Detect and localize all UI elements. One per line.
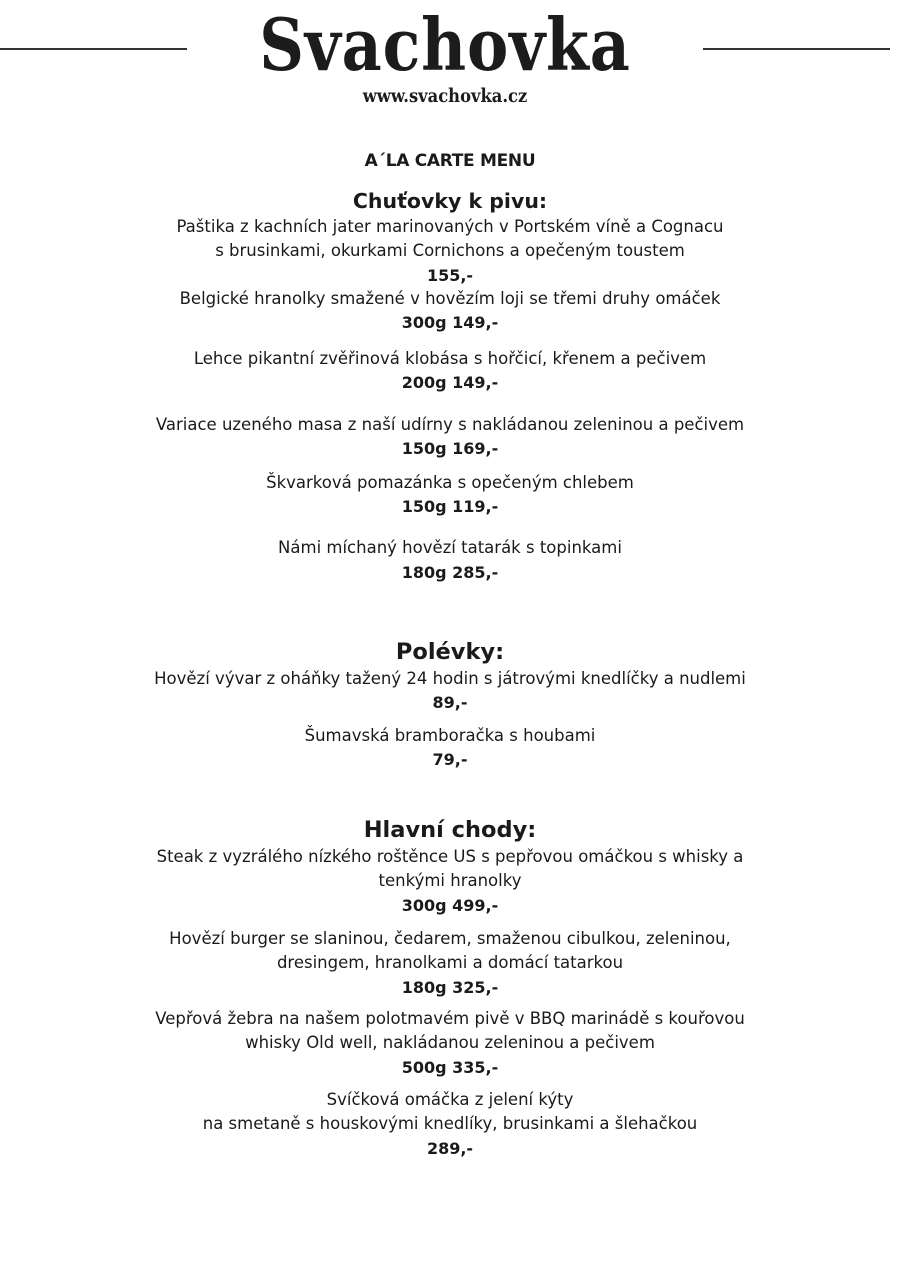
item-price: 150g 119,- [401, 497, 499, 516]
item-description: Šumavská bramboračka s houbami [304, 726, 596, 745]
item-description: dresingem, hranolkami a domácí tatarkou [276, 953, 624, 972]
item-description: Hovězí vývar z oháňky tažený 24 hodin s játrovými knedlíčky a nudlemi [154, 669, 746, 688]
item-description: Lehce pikantní zvěřinová klobása s hořčicí, křenem a pečivem [193, 349, 707, 368]
item-description: Paštika z kachních jater marinovaných v Portském víně a Cognacu [176, 217, 724, 236]
item-price: 300g 149,- [401, 313, 499, 332]
item-price: 500g 335,- [401, 1058, 499, 1077]
item-price: 200g 149,- [401, 373, 499, 392]
section-title: Hlavní chody: [363, 817, 537, 843]
item-price: 89,- [432, 693, 468, 712]
item-price: 155,- [426, 266, 474, 285]
item-description: s brusinkami, okurkami Cornichons a opečeným toustem [215, 241, 685, 260]
section-title: Polévky: [395, 639, 505, 665]
item-description: Hovězí burger se slaninou, čedarem, smaženou cibulkou, zeleninou, [169, 929, 731, 948]
item-description: na smetaně s houskovými knedlíky, brusinkami a šlehačkou [202, 1114, 698, 1133]
item-price: 300g 499,- [401, 896, 499, 915]
item-description: Variace uzeného masa z naší udírny s nakládanou zeleninou a pečivem [155, 415, 745, 434]
website-url: www.svachovka.cz [362, 85, 528, 107]
item-description: Námi míchaný hovězí tatarák s topinkami [278, 538, 622, 557]
item-price: 150g 169,- [401, 439, 499, 458]
item-description: tenkými hranolky [378, 871, 522, 890]
item-description: Škvarková pomazánka s opečeným chlebem [266, 473, 634, 492]
item-price: 289,- [426, 1139, 474, 1158]
logo: Svachovka [259, 2, 631, 87]
item-description: Svíčková omáčka z jelení kýty [326, 1090, 574, 1109]
item-description: Vepřová žebra na našem polotmavém pivě v BBQ marinádě s kouřovou [155, 1009, 745, 1028]
item-description: Steak z vyzrálého nízkého roštěnce US s pepřovou omáčkou s whisky a [156, 847, 744, 866]
item-price: 79,- [432, 750, 468, 769]
header-divider-right [703, 48, 890, 50]
section-title: Chuťovky k pivu: [352, 189, 548, 213]
item-price: 180g 285,- [401, 563, 499, 582]
item-description: Belgické hranolky smažené v hovězím loji se třemi druhy omáček [179, 289, 721, 308]
item-price: 180g 325,- [401, 978, 499, 997]
menu-title: A´LA CARTE MENU [364, 151, 536, 171]
item-description: whisky Old well, nakládanou zeleninou a pečivem [245, 1033, 655, 1052]
